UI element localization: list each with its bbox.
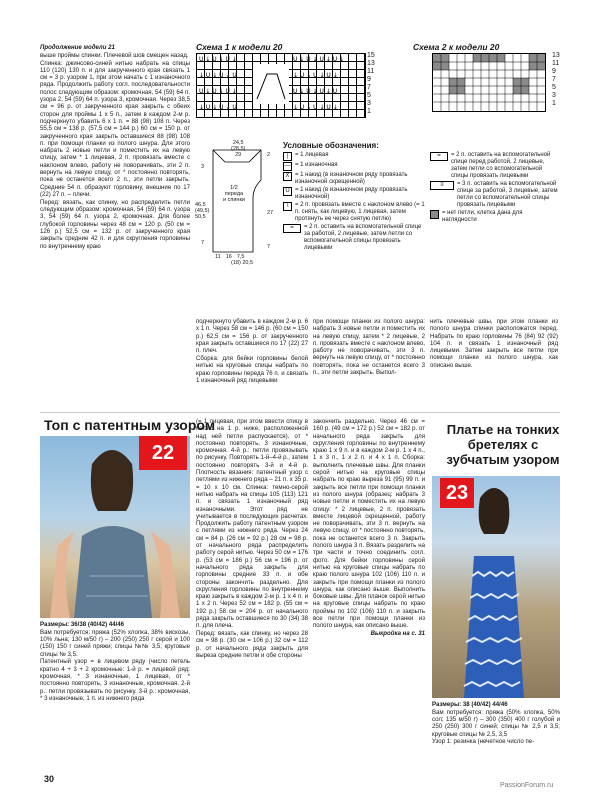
svg-text:U ↓ U ↓ U ↓ U ↓: U ↓ U ↓ U ↓ U ↓ xyxy=(293,56,345,63)
purl-stitch-icon: — xyxy=(284,163,291,169)
legend-item: X = 1 накид (в изнаночном ряду провязать изнаночной скрещенной) xyxy=(283,172,428,186)
legend-item: ≡ = 3 п. оставить на вспомогательной спице за работой, 3 лицевые, затем петли со вспомогательной спицы провязать лицевыми xyxy=(430,181,558,209)
model23-pattern: Узор 1: резинка (нечетное число пе- xyxy=(432,738,535,746)
schema2-chart xyxy=(432,53,546,112)
section-divider xyxy=(40,412,560,413)
svg-text:↓ U ↓ U ↓ U: ↓ U ↓ U ↓ U xyxy=(199,104,237,111)
model22-pattern: Патентный узор = в лицевом ряду (число петель кратно 4 + 3 + 2 кромочные: 1-й р. = лицевой ряд: кромочная, * 3 изнаночные, 1 лицевая, от * постоянно повторять, 3 изнаночные, кромочная. 2-й р.: петли провязывать по рисунку. 3-й р.: кромочная, * 3 изнаночные, 1 п. из нижнего ряда xyxy=(40,658,190,702)
svg-text:↓ U ↓ U ↓ U ↓: ↓ U ↓ U ↓ U ↓ xyxy=(293,104,338,111)
pattern-page-reference: Выкройка на с. 31 xyxy=(370,630,425,638)
legend-item: = = 2 п. оставить на вспомогательной спице перед работой, 2 лицевые, затем петли со вспомогательной спицы провязать лицевыми xyxy=(430,152,558,180)
mid-text-col2: при помощи планки из полого шнура: набрать 3 новые петли и поместить их на левую спицу, затем * 2 лицевые, 2 п. провязать вместе с наклоном влево, работу не поворачивать, эти 3 п. вернуть на левую спицу, от * постоянно повторять, пока не останется всего 3 п., эти петли закрыть. Выпол- xyxy=(313,318,425,377)
model23-spec-column xyxy=(432,701,560,746)
cable-3x3-icon: ≡ xyxy=(430,181,454,190)
model23-sizes: Размеры: 38 (40/42) 44/46 xyxy=(432,701,508,708)
svg-text:U ↓ U ↓ U ↓ U: U ↓ U ↓ U ↓ U xyxy=(293,88,338,95)
legend-right xyxy=(430,152,558,225)
svg-text:↓ U ↓ U ↓ U ↓: ↓ U ↓ U ↓ U ↓ xyxy=(293,72,338,79)
model22-title: Топ с патентным узором xyxy=(44,417,216,433)
left-text-column xyxy=(40,44,190,250)
page-number: 30 xyxy=(44,774,55,784)
knit-stitch-icon: | xyxy=(283,152,292,161)
schema1-row-numbers: 15 13 11 9 7 5 3 1 xyxy=(367,52,375,115)
model23-number-badge: 23 xyxy=(440,478,474,508)
mid-text-col3: нить плечевые швы, при этом планки из полого шнура спинки расположатся перед. Набрать по краю горловины 76 (84) 92 (92) 104 п. и связать 1 изнаночный ряд лицевыми. Затем закрыть все петли при помощи планки из полого шнура, как описано выше. xyxy=(430,318,558,369)
paragraph: Спинка: джинсово-синей нитью набрать на спицы 110 (120) 130 п. и для закрученного края связать 1 см = 3 р. узором 1, при этом начать с 1 изнаночного ряда. Продолжить работу согл. последовательности полос следующим образом: кромочная, 54 (59) 64 п. узора 2, 54 (59) 64 п. узора 3, кромочная. Через 38,5 см = 96 р. от закрученного края закрыть с обеих сторон для проймы 1 х 5 п., затем в каждом 2-м р. подчеркнуто убавить 6 х 1 п. = 88 (98) 108 п. Через 55,5 см = 138 р. (57,5 см = 144 р.) 60 см = 150 р. от закрученного края закрыть оставшиеся 88 (98) 108 п. при помощи планки из полого шнура. Для этого набрать 2 новые петли и поместить их на левую спицу, затем * 1 лицевая, 2 п. провязать вместе с наклоном влево, работу не поворачивать, эти 2 п. вернуть на левую спицу, от * постоянно повторять, пока не останется всего 2 п., эти петли закрыть. Средние 54 п. образуют горловину, внешние по 17 (22) 27 п. – плечи. xyxy=(40,59,190,198)
schema1-chart xyxy=(196,53,366,118)
legend-item: — = 1 изнаночная xyxy=(284,162,338,169)
paragraph: выше проймы спинки. Плечевой шов смещен назад. xyxy=(40,51,189,59)
model22-materials: Вам потребуется: пряжа (52% хлопка, 38% вискозы, 10% льна; 130 м/50 г) – 200 (250) 250 г серой и 100 (150) 150 г синей пряжи; спицы №№ 3,5; круговые спицы № 3,5. xyxy=(40,628,190,658)
model22-text-col2: (= 1 лицевая, при этом ввести спицу в петлю на 1 р. ниже, расположенной над ней петли распускается), от * постоянно повторять, 3 изнаночные, кромочная. 4-й р.: петли провязывать по рисунку. Повторять 1-й–4-й р., затем постоянно повторять 3-й и 4-й р. Плотность вязания: патентный узор с петлями из нижнего ряда – 21 п. х 35 р. = 10 х 10 см. Спинка: темно-серой нитью набрать на спицы 105 (113) 121 п. и связать 1 изнаночный ряд изнаночными. Этот ряд не учитывается в последующих расчетах. Продолжить работу патентным узором с петлями из нижнего ряда. Через 24 см = 84 р. (26 см = 92 р.) 28 см = 98 р. от начального ряда распределить работу серой нитью. Через 50 см = 176 р. (53 см = 186 р.) 56 см = 196 р. от начального ряда закрыть для горловины средние 33 п. и обе стороны закончить раздельно. Для скругления горловины по внутреннему краю закрыть в каждом 2-м р. 1 х 4 п. и 1 х 2 п. Через 52 см = 182 р. (55 см = 192 р.) 58 см = 204 р. от начального ряда закрыть оставшиеся по 30 (34) 38 п. для плеча. Перед: вязать, как спинку, но через 28 см = 98 р. (30 см = 106 р.) 32 см = 112 р. от начального ряда закрыть для выреза средние петли и обе стороны xyxy=(196,418,308,659)
model22-spec-column xyxy=(40,621,190,703)
paragraph: Перед: вязать, как спинку, но распределить петли следующим образом: кромочная, 54 (59) 64 п. узора 3, 54 (59) 64 п. узора 2, кромочная. Для более глубокой горловины через 48 см = 120 р. (50 см = 126 р.) 52,5 см = 132 р. от закрученного края закрыть средние 42 п. и для скругления горловины по внутреннему краю xyxy=(40,198,190,250)
schema2-row-numbers: 13 11 9 7 5 3 1 xyxy=(552,52,560,107)
svg-text:U ↓ U ↓ U ↓: U ↓ U ↓ U ↓ xyxy=(199,88,237,95)
legend-item: | = 1 лицевая xyxy=(283,152,428,161)
no-stitch-icon xyxy=(430,210,439,219)
garment-pattern-diagram: 24,5 (28,5) 29 1/2 переда и спинки 46,5 (49,5) 50,5 2 27 7 11 16 7,5 (18) 20,5 7 3 xyxy=(195,140,274,266)
model23-photo xyxy=(432,476,560,698)
model23-title: Платье на тонких бретелях с зубчатым узором xyxy=(446,422,560,467)
legend-item: \ = 2 п. провязать вместе с наклоном влево (= 1 п. снять, как лицевую, 1 лицевая, затем протянуть ее через снятую петлю) xyxy=(283,202,428,223)
yarnover-icon: U xyxy=(283,187,292,196)
model23-materials: Вам потребуется: пряжа (50% хлопка, 50% сол; 135 м/50 г) – 300 (350) 400 г голубой и 250 (250) 300 г синей; спицы № 2,5 и 3,5; круговые спицы № 2,5, 3,5 xyxy=(432,708,560,738)
schema2-title: Схема 2 к модели 20 xyxy=(413,42,500,52)
watermark: PassionForum.ru xyxy=(500,782,554,789)
model22-number-badge: 22 xyxy=(139,436,187,470)
continuation-heading: Продолжение модели 21 xyxy=(40,44,115,51)
legend-title: Условные обозначения: xyxy=(283,141,379,150)
svg-text:↓ U ↓ U ↓ U: ↓ U ↓ U ↓ U xyxy=(199,72,237,79)
model22-sizes: Размеры: 36/38 (40/42) 44/46 xyxy=(40,621,125,628)
cable-back-icon: = xyxy=(283,224,301,233)
crossed-yarnover-icon: X xyxy=(283,172,292,181)
svg-text:U ↓ U ↓ U ↓: U ↓ U ↓ U ↓ xyxy=(199,56,237,63)
schema1-title: Схема 1 к модели 20 xyxy=(196,42,283,52)
legend-item: = нет петли, клетка дана для наглядности xyxy=(430,210,558,224)
cable-front-icon: = xyxy=(430,152,448,161)
mid-text-col1: подчеркнуто убавить в каждом 2-м р. 6 х 1 п. Через 58 см = 146 р. (60 см = 150 р.) 62,5 см = 156 р. от закрученного края закрыть оставшиеся по 17 (22) 27 п. плеч. Сборка: для бейки горловины белой нитью на круговые спицы набрать по краю горловины переда 76 п. и связать 1 изнаночный ряд лицевыми xyxy=(196,318,308,384)
legend-item: U = 1 накид (в изнаночном ряду провязать изнаночной) xyxy=(283,187,428,201)
model22-text-col3: закончить раздельно. Через 46 см = 160 р. (49 см = 172 р.) 52 см = 182 р. от начального ряда закрыть для скругления горловины по внутреннему краю 1 х 9 п. и в каждом 2-м р. 1 х 4 п., 1 х 3 п., 1 х 2 п. и 4 х 1 п. Сборка: выполнить плечевые швы. Для планки серой нитью на круговые спицы набрать по краю выреза 91 (95) 99 п. и закрыть все петли при помощи планки из полого шнура (образец: набрать 3 новые петли и поместить их на левую спицу: * 2 лицевые, 2 п. провязать вместе лицевой скрещенной, работу не поворачивать, эти 3 п. вернуть на левую спицу, от * постоянно повторять, пока не останется всего 3 п. Закрыть полого шнура 3 п. Вязать разделить на три части и точно соединить согл. фото. Для бейки горловины серой нитью на круговые спицы набрать по краю полого шнура 102 (106) 110 п. и закрыть при помощи планки из полого шнура, как описано выше. Выполнить боковые швы. Для планок серой нитью на круговые спицы набрать по краю проймы по 102 (106) 110 п. и закрыть все петли при помощи планки из полого шнура, как описано выше. Выкройка на с. 31 xyxy=(313,418,425,638)
legend-item: = = 2 п. оставить на вспомогательной спице за работой, 2 лицевые, затем петли со вспомогательной спицы провязать лицевыми xyxy=(283,224,428,252)
decrease-left-icon: \ xyxy=(283,202,292,211)
legend xyxy=(283,141,428,253)
